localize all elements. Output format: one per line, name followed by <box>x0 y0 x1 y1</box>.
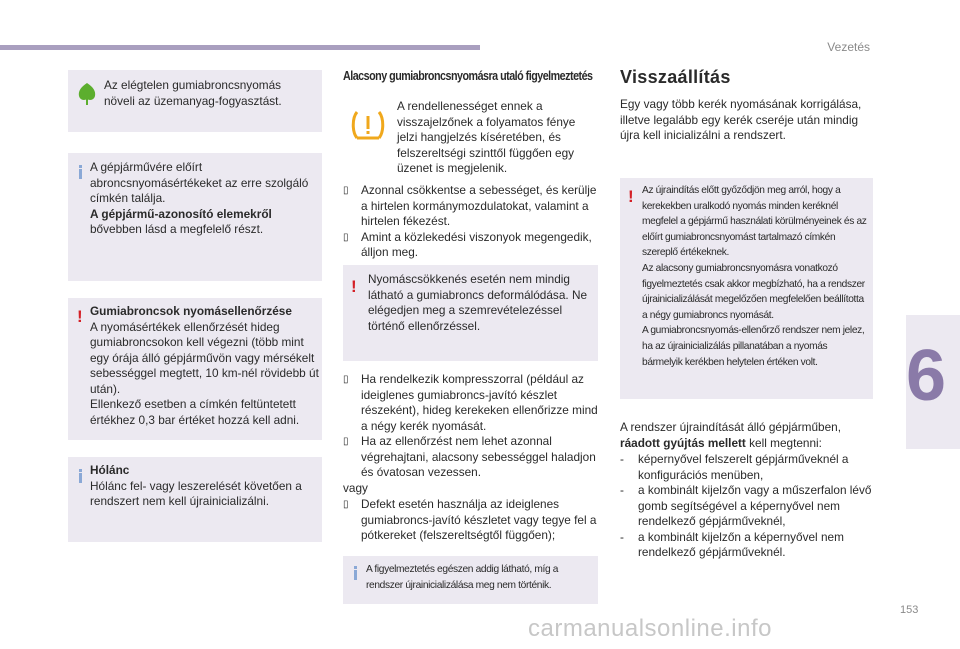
info-box-body: A figyelmeztetés egészen addig látható, míg a rendszer újrainicializálása meg nem történik. <box>366 564 559 591</box>
reset-conditions-line2: kell megtenni: <box>749 435 822 450</box>
list-item: ▯ Defekt esetén használja az ideiglenes gumiabroncs-javító készletet vagy tegye fel a pótkereket (felszereltségtől függően); <box>343 497 597 542</box>
info-box-reset-needed <box>343 556 598 604</box>
warning-body: Nyomáscsökkenés esetén nem mindig látható a gumiabroncs deformálódása. Ne elégedjen meg a szemrevételezéssel történő ellenőrzéssel. <box>368 272 588 333</box>
reset-methods-list <box>620 452 875 561</box>
warning-body: A nyomásértékek ellenőrzését hideg gumiabroncsokon kell végezni (több mint egy órája álló gépjárművön vagy mérsékelt sebességgel megtett, 10 km-nél rövidebb út után). <box>90 319 319 396</box>
info-box-tyre-label <box>68 153 322 281</box>
action-list-2 <box>343 372 598 481</box>
bullet-marker-icon: ▯ <box>343 436 349 447</box>
reset-conditions-bold: ráadott gyújtás mellett <box>620 435 746 450</box>
warning-paragraph: Az alacsony gumiabroncsnyomásra vonatkozó figyelmeztetés csak akkor megbízható, ha a rendszer újrainicializálását megelőzően megfelelően beállította a négy gumiabroncs nyomását. <box>642 262 865 321</box>
eco-note-box <box>68 70 322 132</box>
warning-box-pressure-check <box>68 298 322 440</box>
info-icon <box>354 566 357 580</box>
warning-title: Gumiabroncsok nyomásellenőrzése <box>90 304 292 318</box>
action-list-3 <box>343 497 598 544</box>
info-box-snow-chain <box>68 457 322 542</box>
page-number: 153 <box>900 604 919 616</box>
info-box-text: A gépjárművére előírt abroncsnyomásértékeket az erre szolgáló címkén találja. <box>90 160 309 205</box>
list-item: ▯ Ha rendelkezik kompresszorral (például az ideiglenes gumiabroncs-javító készlet részeként), hideg kerekeken ellenőrizze mind a négy kerék nyomását. <box>343 372 598 433</box>
reset-conditions-line1: A rendszer újraindítását álló gépjárműben, <box>620 420 841 434</box>
bullet-marker-icon: ▯ <box>343 499 349 510</box>
warning-paragraph: Az újraindítás előtt győződjön meg arról, hogy a kerekekben uralkodó nyomás minden keréknél megfelel a gépjármű használati körülményeinek és az előírt gumiabroncsnyomást tartalmazó címkén szereplő értékeknek. <box>642 185 867 259</box>
list-item: ▯ Azonnal csökkentse a sebességet, és kerülje a hirtelen kormánymozdulatokat, valamint a hirtelen fékezést. <box>343 183 597 228</box>
eco-note-text: Az elégtelen gumiabroncsnyomás növeli az üzemanyag-fogyasztást. <box>104 78 282 108</box>
watermark: carmanualsonline.info <box>528 615 772 642</box>
reset-intro: Egy vagy több kerék nyomásának korrigálása, illetve legalább egy kerék cseréje után mindig újra kell inicializálni a rendszert. <box>620 97 862 142</box>
low-tyre-pressure-warning-icon <box>350 108 386 142</box>
section-heading-low-pressure: Alacsony gumiabroncsnyomásra utaló figyelmeztetés <box>343 69 593 83</box>
warning-box-before-reset <box>620 178 873 399</box>
bullet-marker-icon: ▯ <box>343 374 349 385</box>
info-box-title: Hólánc <box>90 463 130 477</box>
list-item: - a kombinált kijelzőn a képernyővel nem rendelkező gépjárműveknél. <box>620 529 844 559</box>
warning-icon: ! <box>77 307 83 326</box>
bullet-marker-icon: ▯ <box>343 185 349 196</box>
info-icon <box>79 165 82 179</box>
header-accent-bar <box>0 45 480 50</box>
list-item: ▯ Amint a közlekedési viszonyok megengedik, álljon meg. <box>343 229 592 259</box>
section-title: Vezetés <box>827 40 870 54</box>
info-box-bold-ref: A gépjármű-azonosító elemekről <box>90 206 272 221</box>
section-heading-reset: Visszaállítás <box>620 67 731 87</box>
warning-icon: ! <box>628 187 634 206</box>
warning-body-2: Ellenkező esetben a címkén feltüntetett értékhez 0,3 bar értéket hozzá kell adni. <box>90 397 300 427</box>
action-list-1 <box>343 183 598 261</box>
or-word: vagy <box>343 481 368 495</box>
reset-conditions <box>620 420 875 451</box>
warning-box-deformation <box>343 265 598 361</box>
eco-leaf-icon <box>76 82 98 106</box>
warning-icon: ! <box>351 277 357 296</box>
info-box-text-end: bővebben lásd a megfelelő részt. <box>90 222 264 236</box>
warning-paragraph: A gumiabroncsnyomás-ellenőrző rendszer nem jelez, ha az újrainicializálás pillanatában a nyomás bármelyik kerékben helytelen értéken volt. <box>642 325 865 368</box>
info-box-body: Hólánc fel- vagy leszerelését követően a rendszert nem kell újrainicializálni. <box>90 478 302 508</box>
list-item: - a kombinált kijelzőn vagy a műszerfalon lévő gomb segítségével a képernyővel nem rendelkező gépjárműveknél, <box>620 483 872 528</box>
list-item: - képernyővel felszerelt gépjárműveknél a konfigurációs menüben, <box>620 452 849 482</box>
info-icon <box>79 469 82 483</box>
bullet-marker-icon: ▯ <box>343 231 349 243</box>
alert-description: A rendellenességet ennek a visszajelzőnek a folyamatos fénye jelzi hangjelzés kíséretében, és felszereltségi szinttől függően egy üzenet is megjelenik. <box>397 99 576 175</box>
list-item: ▯ Ha az ellenőrzést nem lehet azonnal végrehajtani, alacsony sebességgel haladjon és óvatosan vezessen. <box>343 434 596 479</box>
chapter-number: 6 <box>905 336 947 416</box>
